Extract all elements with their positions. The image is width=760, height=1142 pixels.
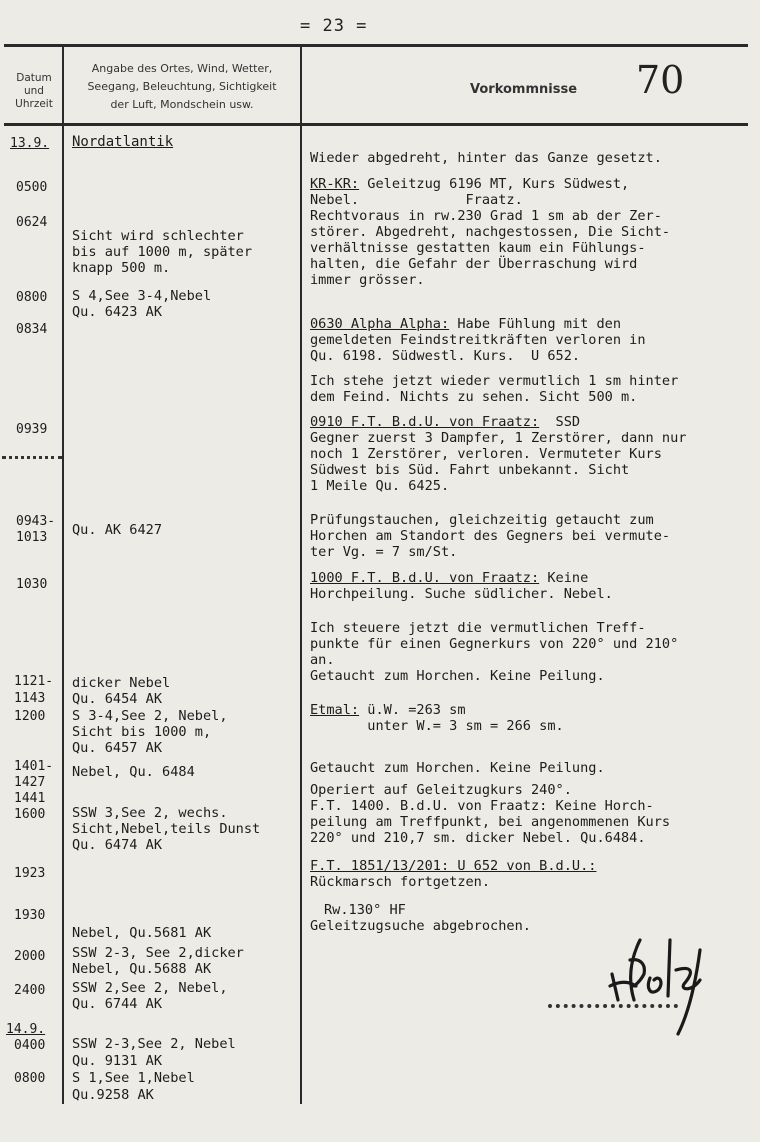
time-entry: 1200 (14, 709, 46, 724)
event-line: dem Feind. Nichts zu sehen. Sicht 500 m. (310, 389, 638, 405)
event-line: an. (310, 652, 335, 668)
time-entry: 1401- (14, 759, 54, 774)
event-line: 1000 F.T. B.d.U. von Fraatz: Keine (310, 570, 589, 586)
time-entry: 0800 (14, 1071, 46, 1086)
time-entry: 2000 (14, 949, 46, 964)
event-line: 220° und 210,7 sm. dicker Nebel. Qu.6484. (310, 830, 646, 846)
time-entry: 1923 (14, 866, 46, 881)
column-divider-2 (300, 44, 302, 1104)
column-divider-1 (62, 44, 64, 1104)
place-entry: Qu. 6454 AK (72, 691, 163, 707)
event-line: Geleitzugsuche abgebrochen. (310, 918, 531, 934)
event-line: noch 1 Zerstörer, verloren. Vermuteter Kurs (310, 446, 662, 462)
place-entry: Qu. AK 6427 (72, 522, 163, 538)
header-bottom-rule (4, 123, 748, 126)
time-entry: 0939 (16, 422, 48, 437)
event-line: verhältnisse gestatten kaum ein Fühlungs- (310, 240, 646, 256)
event-line: Nebel. Fraatz. (310, 192, 523, 208)
place-entry: S 1,See 1,Nebel (72, 1070, 195, 1086)
header-location-weather: Angabe des Ortes, Wind, Wetter, Seegang, Beleuchtung, Sichtigkeit der Luft, Mondschein usw. (87, 62, 277, 111)
header-date-time: Datum und Uhrzeit (15, 72, 53, 110)
time-entry: 1441 (14, 791, 46, 806)
time-entry: 1121- (14, 674, 54, 689)
time-entry: 1427 (14, 775, 46, 790)
event-line: punkte für einen Gegnerkurs von 220° und 210° (310, 636, 679, 652)
event-line: 0910 F.T. B.d.U. von Fraatz: SSD (310, 414, 581, 430)
time-entry: 1030 (16, 577, 48, 592)
dotted-separator (2, 456, 62, 459)
event-line: störer. Abgedreht, nachgestossen, Die Sicht- (310, 224, 671, 240)
place-entry: Qu. 6474 AK (72, 837, 163, 853)
place-entry: Qu. 6457 AK (72, 740, 163, 756)
place-entry: Sicht,Nebel,teils Dunst (72, 821, 261, 837)
event-line: Qu. 6198. Südwestl. Kurs. U 652. (310, 348, 581, 364)
time-entry: 1930 (14, 908, 46, 923)
event-line: immer grösser. (310, 272, 425, 288)
place-entry: Qu. 6744 AK (72, 996, 163, 1012)
event-line: Ich steuere jetzt die vermutlichen Treff- (310, 620, 646, 636)
place-entry: S 4,See 3-4,Nebel (72, 288, 212, 304)
place-entry: SSW 2-3,See 2, Nebel (72, 1036, 236, 1052)
event-line: Rückmarsch fortgetzen. (310, 874, 491, 890)
event-line: Etmal: ü.W. =263 sm (310, 702, 466, 718)
event-line: gemeldeten Feindstreitkräften verloren in (310, 332, 646, 348)
header-events: Vorkommnisse (470, 82, 578, 97)
event-line: 0630 Alpha Alpha: Habe Fühlung mit den (310, 316, 622, 332)
time-entry: 0943- (16, 514, 56, 529)
time-entry: 1013 (16, 530, 48, 545)
event-line: peilung am Treffpunkt, bei angenommenen Kurs (310, 814, 671, 830)
event-line: Gegner zuerst 3 Dampfer, 1 Zerstörer, dann nur (310, 430, 687, 446)
time-entry: 0400 (14, 1038, 46, 1053)
place-entry: SSW 2-3, See 2,dicker (72, 945, 244, 961)
event-line: KR-KR: Geleitzug 6196 MT, Kurs Südwest, (310, 176, 630, 192)
event-line: Rechtvoraus in rw.230 Grad 1 sm ab der Zer- (310, 208, 662, 224)
place-entry: bis auf 1000 m, später (72, 244, 253, 260)
page-number: = 23 = (300, 16, 368, 36)
handwritten-signature (600, 930, 720, 1040)
event-line: Rw.130° HF (324, 902, 406, 918)
event-line: F.T. 1400. B.d.U. von Fraatz: Keine Horch- (310, 798, 654, 814)
place-entry: Sicht bis 1000 m, (72, 724, 212, 740)
event-line: 1 Meile Qu. 6425. (310, 478, 450, 494)
event-line: F.T. 1851/13/201: U 652 von B.d.U.: (310, 858, 597, 874)
time-entry: 0624 (16, 215, 48, 230)
place-entry: Qu. 9131 AK (72, 1053, 163, 1069)
place-entry: Sicht wird schlechter (72, 228, 244, 244)
table-top-rule (4, 44, 748, 47)
time-entry: 1143 (14, 691, 46, 706)
event-line: Prüfungstauchen, gleichzeitig getaucht zum (310, 512, 654, 528)
place-entry: dicker Nebel (72, 675, 171, 691)
time-entry: 0834 (16, 322, 48, 337)
date-entry: 13.9. (10, 136, 50, 151)
place-entry: Nebel, Qu.5688 AK (72, 961, 212, 977)
date-entry: 14.9. (6, 1022, 46, 1037)
place-entry: Nebel, Qu.5681 AK (72, 925, 212, 941)
event-line: ter Vg. = 7 sm/St. (310, 544, 458, 560)
event-line: Ich stehe jetzt wieder vermutlich 1 sm hinter (310, 373, 679, 389)
place-entry: S 3-4,See 2, Nebel, (72, 708, 228, 724)
sheet-number: 70 (636, 58, 685, 102)
place-entry: Qu. 6423 AK (72, 304, 163, 320)
event-line: Südwest bis Süd. Fahrt unbekannt. Sicht (310, 462, 630, 478)
event-line: Horchpeilung. Suche südlicher. Nebel. (310, 586, 613, 602)
event-line: Wieder abgedreht, hinter das Ganze gesetzt. (310, 150, 662, 166)
event-line: unter W.= 3 sm = 266 sm. (310, 718, 564, 734)
event-line: Horchen am Standort des Gegners bei vermute- (310, 528, 671, 544)
time-entry: 0500 (16, 180, 48, 195)
event-line: Operiert auf Geleitzugkurs 240°. (310, 782, 572, 798)
place-entry: SSW 2,See 2, Nebel, (72, 980, 228, 996)
time-entry: 0800 (16, 290, 48, 305)
event-line: Getaucht zum Horchen. Keine Peilung. (310, 760, 605, 776)
time-entry: 2400 (14, 983, 46, 998)
place-entry: Nordatlantik (72, 134, 174, 150)
place-entry: Qu.9258 AK (72, 1087, 154, 1103)
event-line: Getaucht zum Horchen. Keine Peilung. (310, 668, 605, 684)
place-entry: knapp 500 m. (72, 260, 171, 276)
place-entry: Nebel, Qu. 6484 (72, 764, 195, 780)
place-entry: SSW 3,See 2, wechs. (72, 805, 228, 821)
time-entry: 1600 (14, 807, 46, 822)
event-line: halten, die Gefahr der Überraschung wird (310, 256, 638, 272)
